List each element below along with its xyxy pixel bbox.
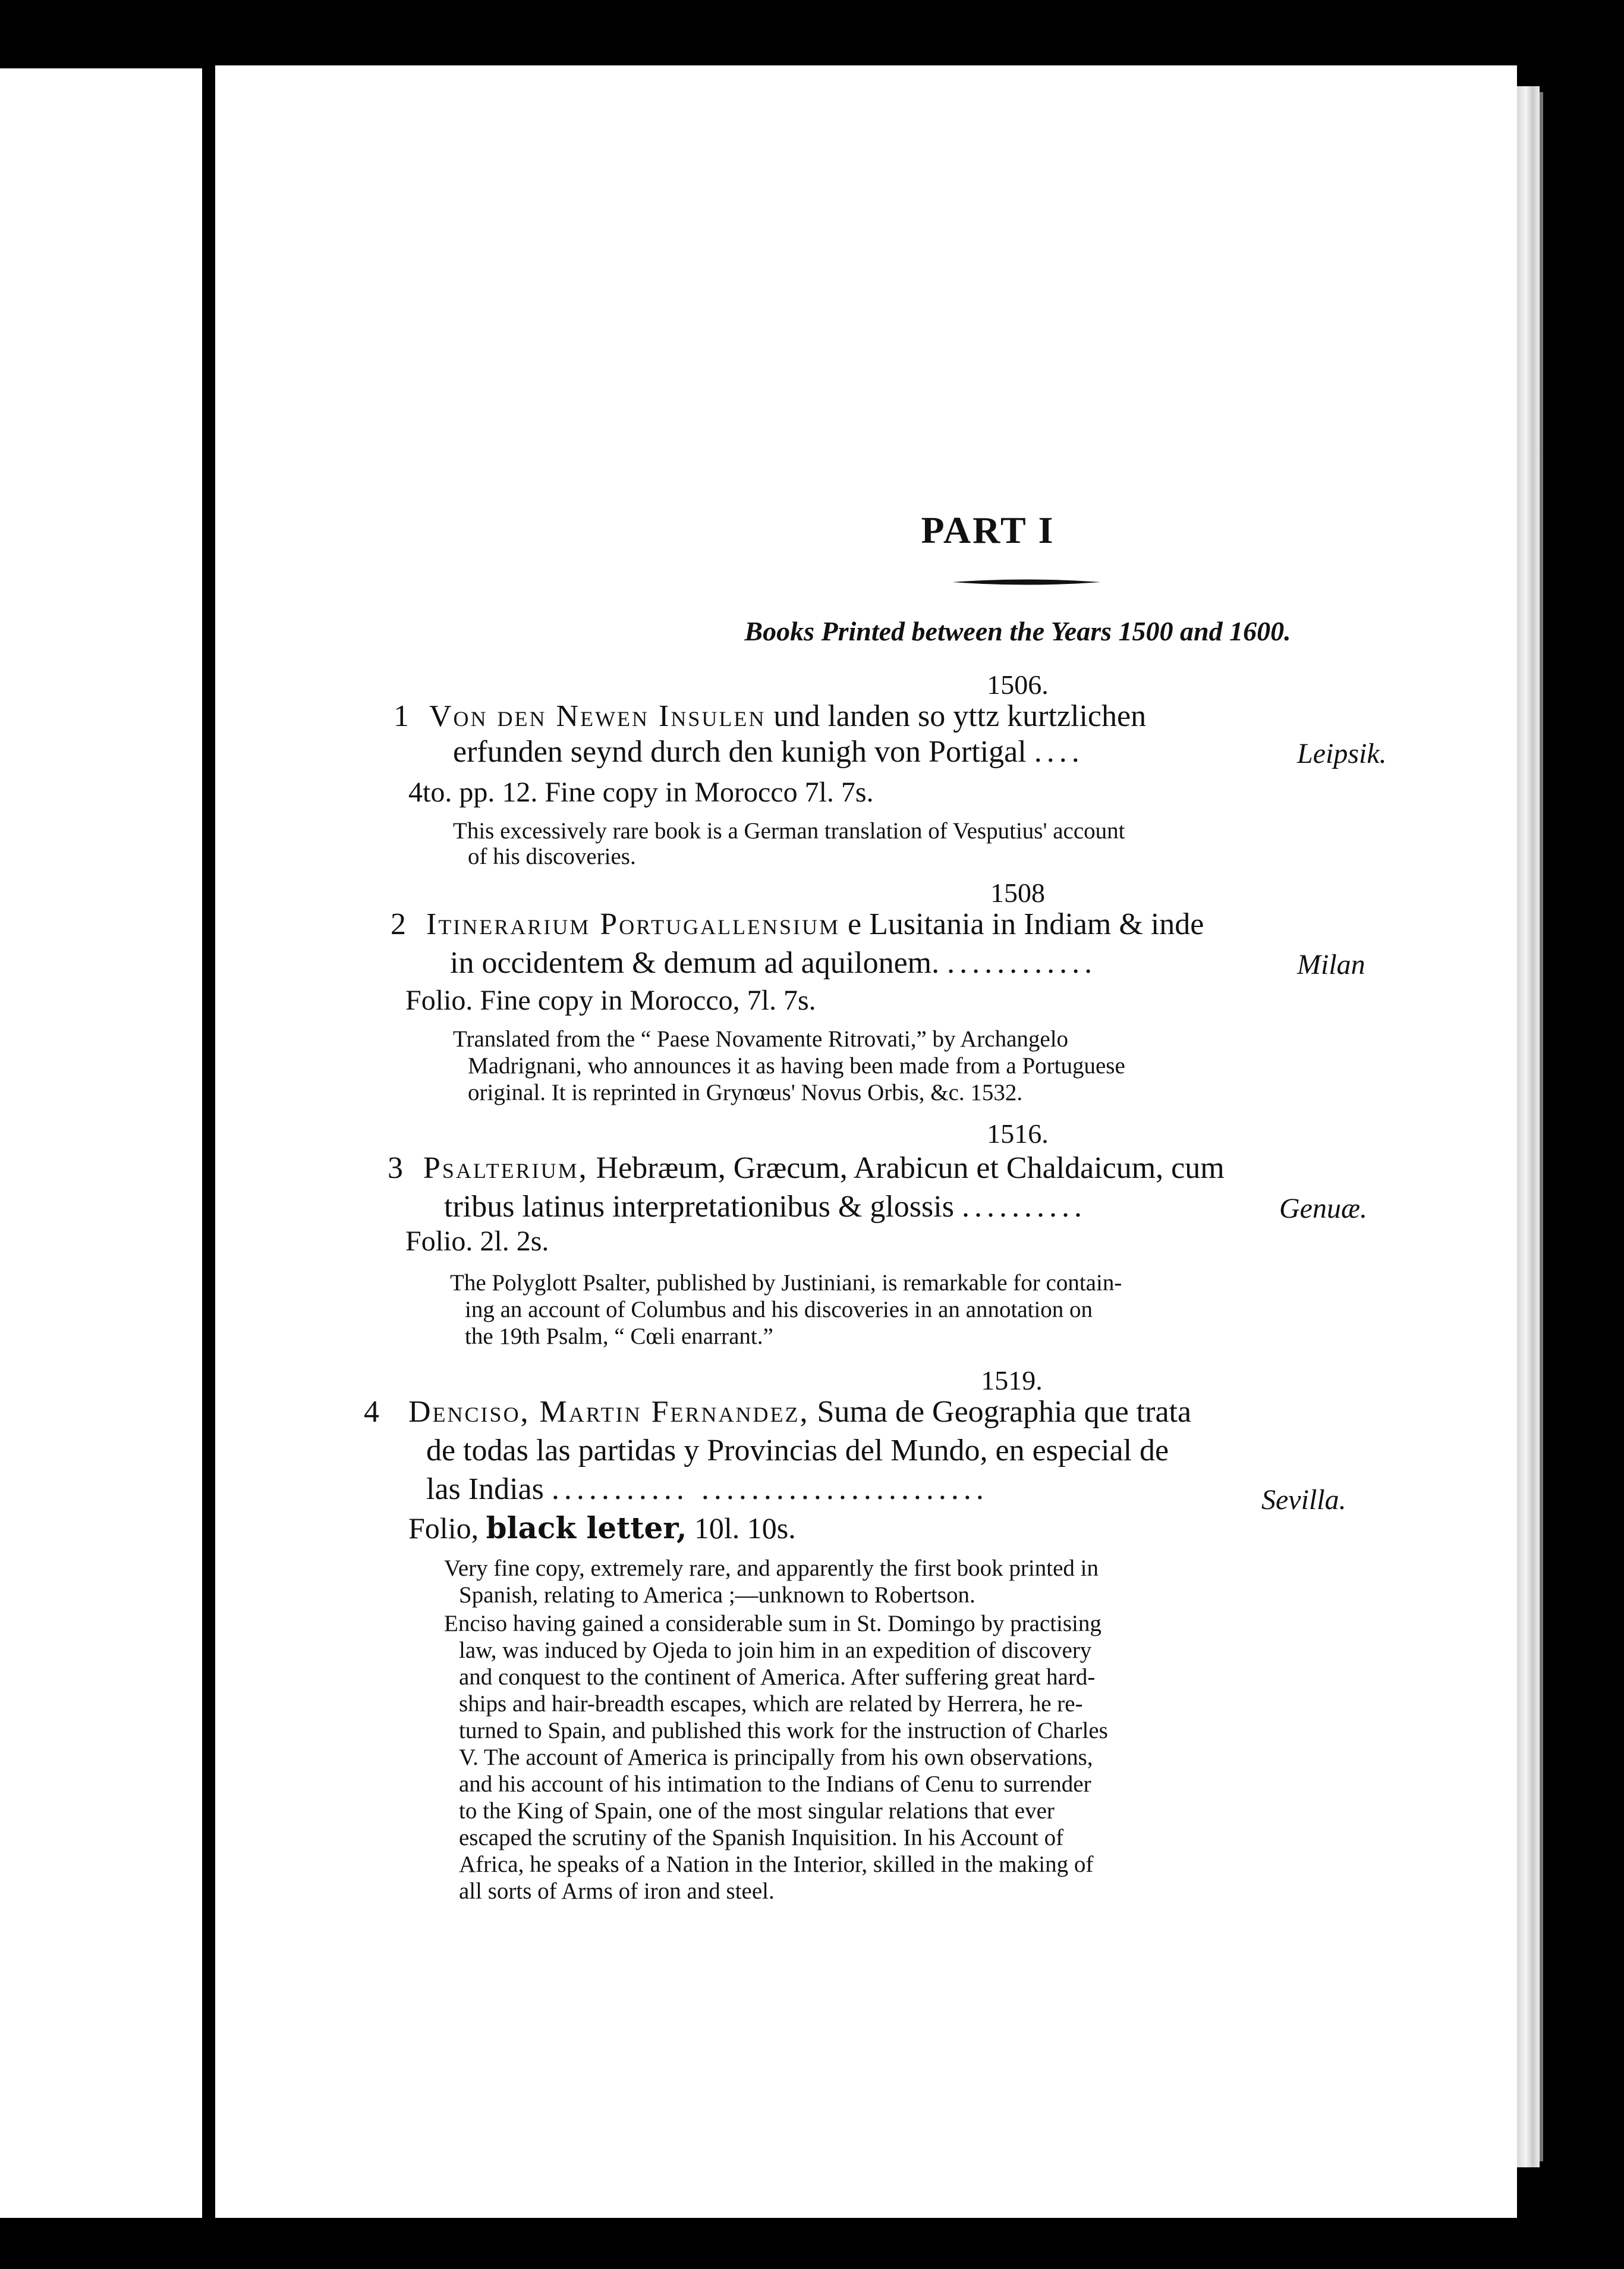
entry-note-line: law, was induced by Ojeda to join him in an expedition of discovery <box>459 1638 1092 1663</box>
entry-format: 4to. pp. 12. Fine copy in Morocco 7l. 7s. <box>408 777 874 808</box>
entry-title-text: in occidentem & demum ad aquilonem. <box>450 946 940 980</box>
entry-price: 10l. 10s. <box>694 1511 796 1545</box>
entry-title-line <box>426 1472 989 1507</box>
place-of-printing: Genuæ. <box>1279 1193 1367 1224</box>
entry-number: 2 <box>391 907 406 941</box>
entry-note-line: V. The account of America is principally from his own observations, <box>459 1745 1093 1770</box>
entry-title-line <box>444 1189 1087 1224</box>
entry-title-text: las Indias <box>426 1472 544 1506</box>
entry-format: Folio. 2l. 2s. <box>405 1225 549 1257</box>
entry-note-line: and conquest to the continent of America. After suffering great hard- <box>459 1664 1096 1690</box>
entry-title-rest: und landen so yttz kurtzlichen <box>773 699 1147 733</box>
entry-note-line: Africa, he speaks of a Nation in the Interior, skilled in the making of <box>459 1852 1094 1877</box>
leader-dots: .......... <box>961 1190 1087 1224</box>
entry-note-line: to the King of Spain, one of the most singular relations that ever <box>459 1798 1055 1824</box>
entry-note-line: Translated from the “ Paese Novamente Ritrovati,” by Archangelo <box>453 1026 1069 1052</box>
facing-page <box>0 68 202 2218</box>
format-size: Folio, <box>408 1511 479 1545</box>
entry-note-line: Spanish, relating to America ;—unknown to Robertson. <box>459 1582 975 1608</box>
entry-note-line: ships and hair-breadth escapes, which are related by Herrera, he re- <box>459 1691 1083 1717</box>
entry-title-lead: Itinerarium Portugallensium <box>426 907 841 941</box>
entry-note-line: turned to Spain, and published this work for the instruction of Charles <box>459 1718 1108 1743</box>
entry-title-rest: e Lusitania in Indiam & inde <box>848 907 1204 941</box>
year-heading: 1519. <box>981 1365 1043 1396</box>
entry-format: Folio. Fine copy in Morocco, 7l. 7s. <box>405 985 816 1016</box>
entry-title-line <box>423 1151 1225 1186</box>
page-edge-shadow <box>1540 92 1543 2161</box>
entry-title-lead: Denciso, Martin Fernandez, <box>408 1395 810 1429</box>
entry-note-line: escaped the scrutiny of the Spanish Inquisition. In his Account of <box>459 1825 1064 1850</box>
year-heading: 1506. <box>987 670 1049 700</box>
entry-note-line: all sorts of Arms of iron and steel. <box>459 1878 775 1904</box>
entry-title-lead: Psalterium, <box>423 1151 588 1185</box>
entry-title-rest: Hebræum, Græcum, Arabicun et Chaldaicum, cum <box>596 1151 1225 1185</box>
entry-title-line <box>408 1394 1191 1429</box>
part-heading: PART I <box>921 509 1055 551</box>
entry-title-line <box>453 734 1084 769</box>
entry-note-line: original. It is reprinted in Grynœus' Novus Orbis, &c. 1532. <box>468 1080 1023 1105</box>
entry-number: 1 <box>394 699 409 733</box>
leader-dots: ........... ....................... <box>551 1472 989 1506</box>
leader-dots: ............ <box>947 946 1097 980</box>
entry-title-text: tribus latinus interpretationibus & glossis <box>444 1190 954 1224</box>
year-heading: 1516. <box>987 1118 1049 1149</box>
page-edge <box>1517 86 1540 2167</box>
entry-note-line: The Polyglott Psalter, published by Justiniani, is remarkable for contain- <box>450 1270 1122 1296</box>
entry-note-line: This excessively rare book is a German translation of Vesputius' account <box>453 818 1125 844</box>
black-letter-label: black letter, <box>486 1510 687 1545</box>
entry-note-line: and his account of his intimation to the Indians of Cenu to surrender <box>459 1771 1091 1797</box>
year-heading: 1508 <box>990 878 1045 908</box>
entry-title-rest: Suma de Geographia que trata <box>817 1395 1192 1429</box>
entry-note-line: Madrignani, who announces it as having been made from a Portuguese <box>468 1053 1125 1079</box>
page-content <box>215 65 1517 2218</box>
place-of-printing: Leipsik. <box>1297 738 1387 769</box>
entry-note-line: the 19th Psalm, “ Cœli enarrant.” <box>465 1324 773 1349</box>
entry-title-line <box>429 699 1146 734</box>
entry-title-line: de todas las partidas y Provincias del Mundo, en especial de <box>426 1434 1169 1467</box>
entry-title-lead: Von den Newen Insulen <box>429 699 766 733</box>
book-page <box>215 65 1517 2218</box>
entry-note-line: Very fine copy, extremely rare, and apparently the first book printed in <box>444 1555 1099 1581</box>
entry-title-line <box>450 945 1097 980</box>
entry-title-line <box>426 907 1204 942</box>
ornamental-rule <box>952 578 1101 586</box>
entry-note-line: ing an account of Columbus and his discoveries in an annotation on <box>465 1297 1093 1322</box>
section-subtitle: Books Printed between the Years 1500 and 1600. <box>744 616 1291 646</box>
leader-dots: .... <box>1034 735 1084 769</box>
entry-format <box>408 1510 796 1545</box>
entry-number: 3 <box>388 1151 403 1185</box>
place-of-printing: Milan <box>1297 949 1365 980</box>
entry-number: 4 <box>364 1395 379 1429</box>
place-of-printing: Sevilla. <box>1261 1484 1346 1516</box>
entry-note-line: of his discoveries. <box>468 844 636 869</box>
entry-title-text: erfunden seynd durch den kunigh von Portigal <box>453 735 1027 769</box>
entry-note-line: Enciso having gained a considerable sum in St. Domingo by practising <box>444 1611 1101 1636</box>
